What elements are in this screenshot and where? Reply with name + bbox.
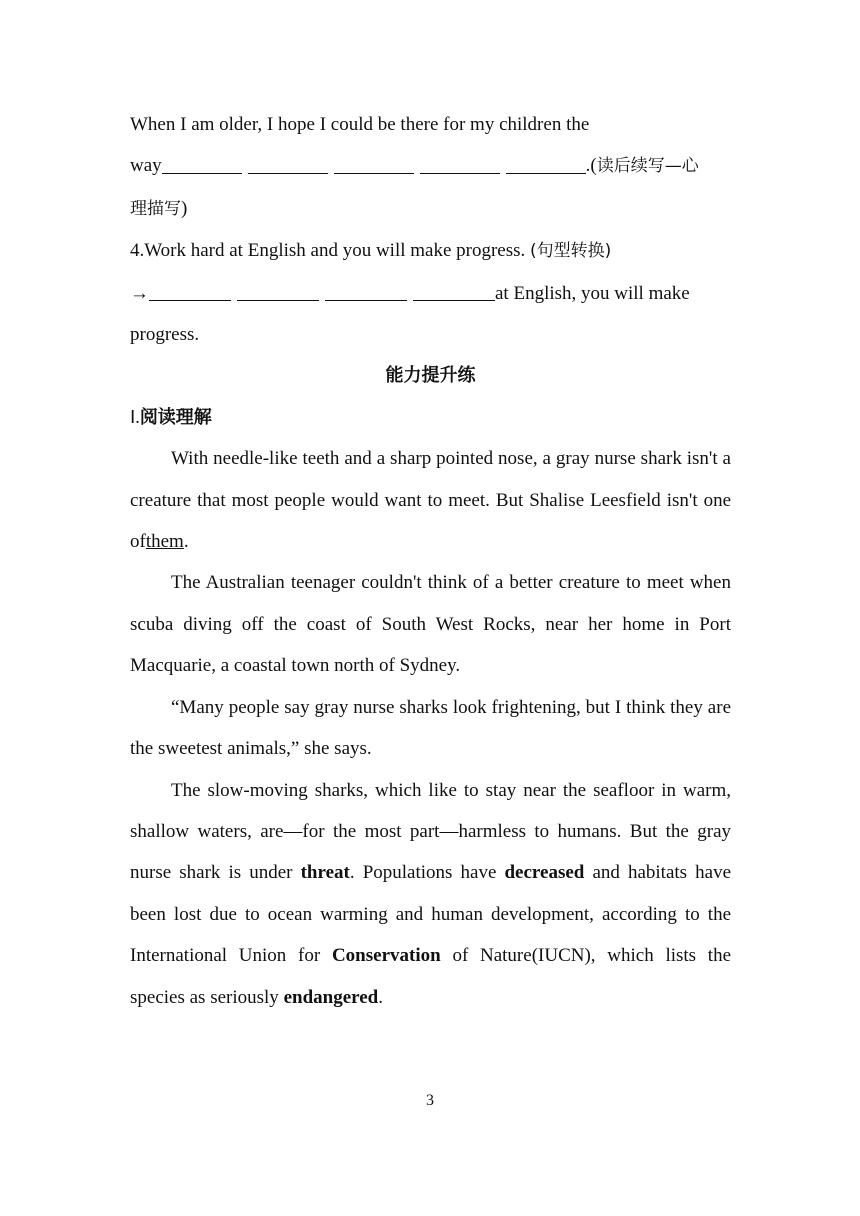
exercise-4-line-end: at English, you will make bbox=[495, 282, 690, 304]
bold-word: endangered bbox=[283, 986, 379, 1008]
exercise-4-note: (句型转换) bbox=[530, 241, 612, 262]
exercise-4-wrap bbox=[130, 314, 731, 355]
exercise-3-note-cont: 理描写 bbox=[130, 198, 181, 219]
reading-roman-numeral: Ⅰ. bbox=[130, 406, 140, 427]
exercise-3-line bbox=[130, 104, 731, 145]
passage-paragraph-1 bbox=[130, 438, 731, 562]
exercise-4-sentence: 4.Work hard at English and you will make progress. bbox=[130, 240, 526, 262]
exercise-3-close-paren: ) bbox=[181, 197, 188, 219]
answer-blank[interactable] bbox=[325, 281, 407, 301]
exercise-3-note: 读后续写—心 bbox=[596, 156, 699, 177]
bold-word: threat bbox=[300, 862, 350, 884]
passage-text: The Australian teenager couldn't think of a better creature to meet when scuba diving off the coast of South West Rocks, near her home in Port Macquarie, a coastal town north of Sydney. bbox=[130, 572, 731, 677]
exercise-4-blanks-line bbox=[130, 273, 731, 314]
answer-blank[interactable] bbox=[237, 281, 319, 301]
reading-label: 阅读理解 bbox=[139, 406, 212, 428]
exercise-3-period: .( bbox=[585, 155, 597, 177]
passage-text: “Many people say gray nurse sharks look frightening, but I think they are the sweetest animals,” she says. bbox=[130, 696, 731, 760]
exercise-4-line bbox=[130, 230, 731, 272]
passage-paragraph-4 bbox=[130, 770, 731, 1018]
answer-blank[interactable] bbox=[149, 281, 231, 301]
answer-blank[interactable] bbox=[334, 154, 414, 174]
passage-text: and habitats have been lost due to ocean warming and human development, according to the International Union for bbox=[130, 862, 732, 967]
document-page bbox=[130, 104, 731, 1018]
passage-text: With needle-like teeth and a sharp pointed nose, a gray nurse shark isn't a creature that most people would want to meet. But Shalise Leesfield isn't one of bbox=[130, 448, 731, 553]
exercise-3-text: When I am older, I hope I could be there for my children the bbox=[130, 114, 590, 135]
answer-blank[interactable] bbox=[420, 154, 500, 174]
exercise-3-way: way bbox=[130, 155, 162, 177]
passage-paragraph-2 bbox=[130, 562, 731, 686]
passage-paragraph-3 bbox=[130, 687, 731, 770]
answer-blank[interactable] bbox=[162, 154, 242, 174]
answer-blank[interactable] bbox=[413, 281, 495, 301]
exercise-3-blanks-line bbox=[130, 145, 731, 187]
answer-blank[interactable] bbox=[506, 154, 586, 174]
arrow-symbol: → bbox=[130, 282, 149, 304]
exercise-3-note-line bbox=[130, 188, 731, 230]
bold-word: Conservation bbox=[331, 945, 441, 967]
passage-text: . bbox=[183, 531, 189, 553]
exercise-4-wrap-text: progress. bbox=[130, 324, 200, 346]
bold-word: decreased bbox=[504, 862, 585, 884]
passage-text: . bbox=[378, 986, 383, 1008]
section-title: 能力提升练 bbox=[385, 365, 476, 387]
underlined-word: them bbox=[145, 531, 184, 553]
passage-text: The slow-moving sharks, which like to stay near the seafloor in warm, shallow waters, are—for the most part—harmless to humans. But the gray nurse shark is under bbox=[130, 779, 731, 884]
reading-header bbox=[130, 397, 731, 438]
answer-blank[interactable] bbox=[248, 154, 328, 174]
passage-text: of Nature(IUCN), which lists the species as seriously bbox=[130, 945, 732, 1008]
page-number: 3 bbox=[426, 1092, 434, 1109]
passage-text: . Populations have bbox=[349, 862, 497, 884]
